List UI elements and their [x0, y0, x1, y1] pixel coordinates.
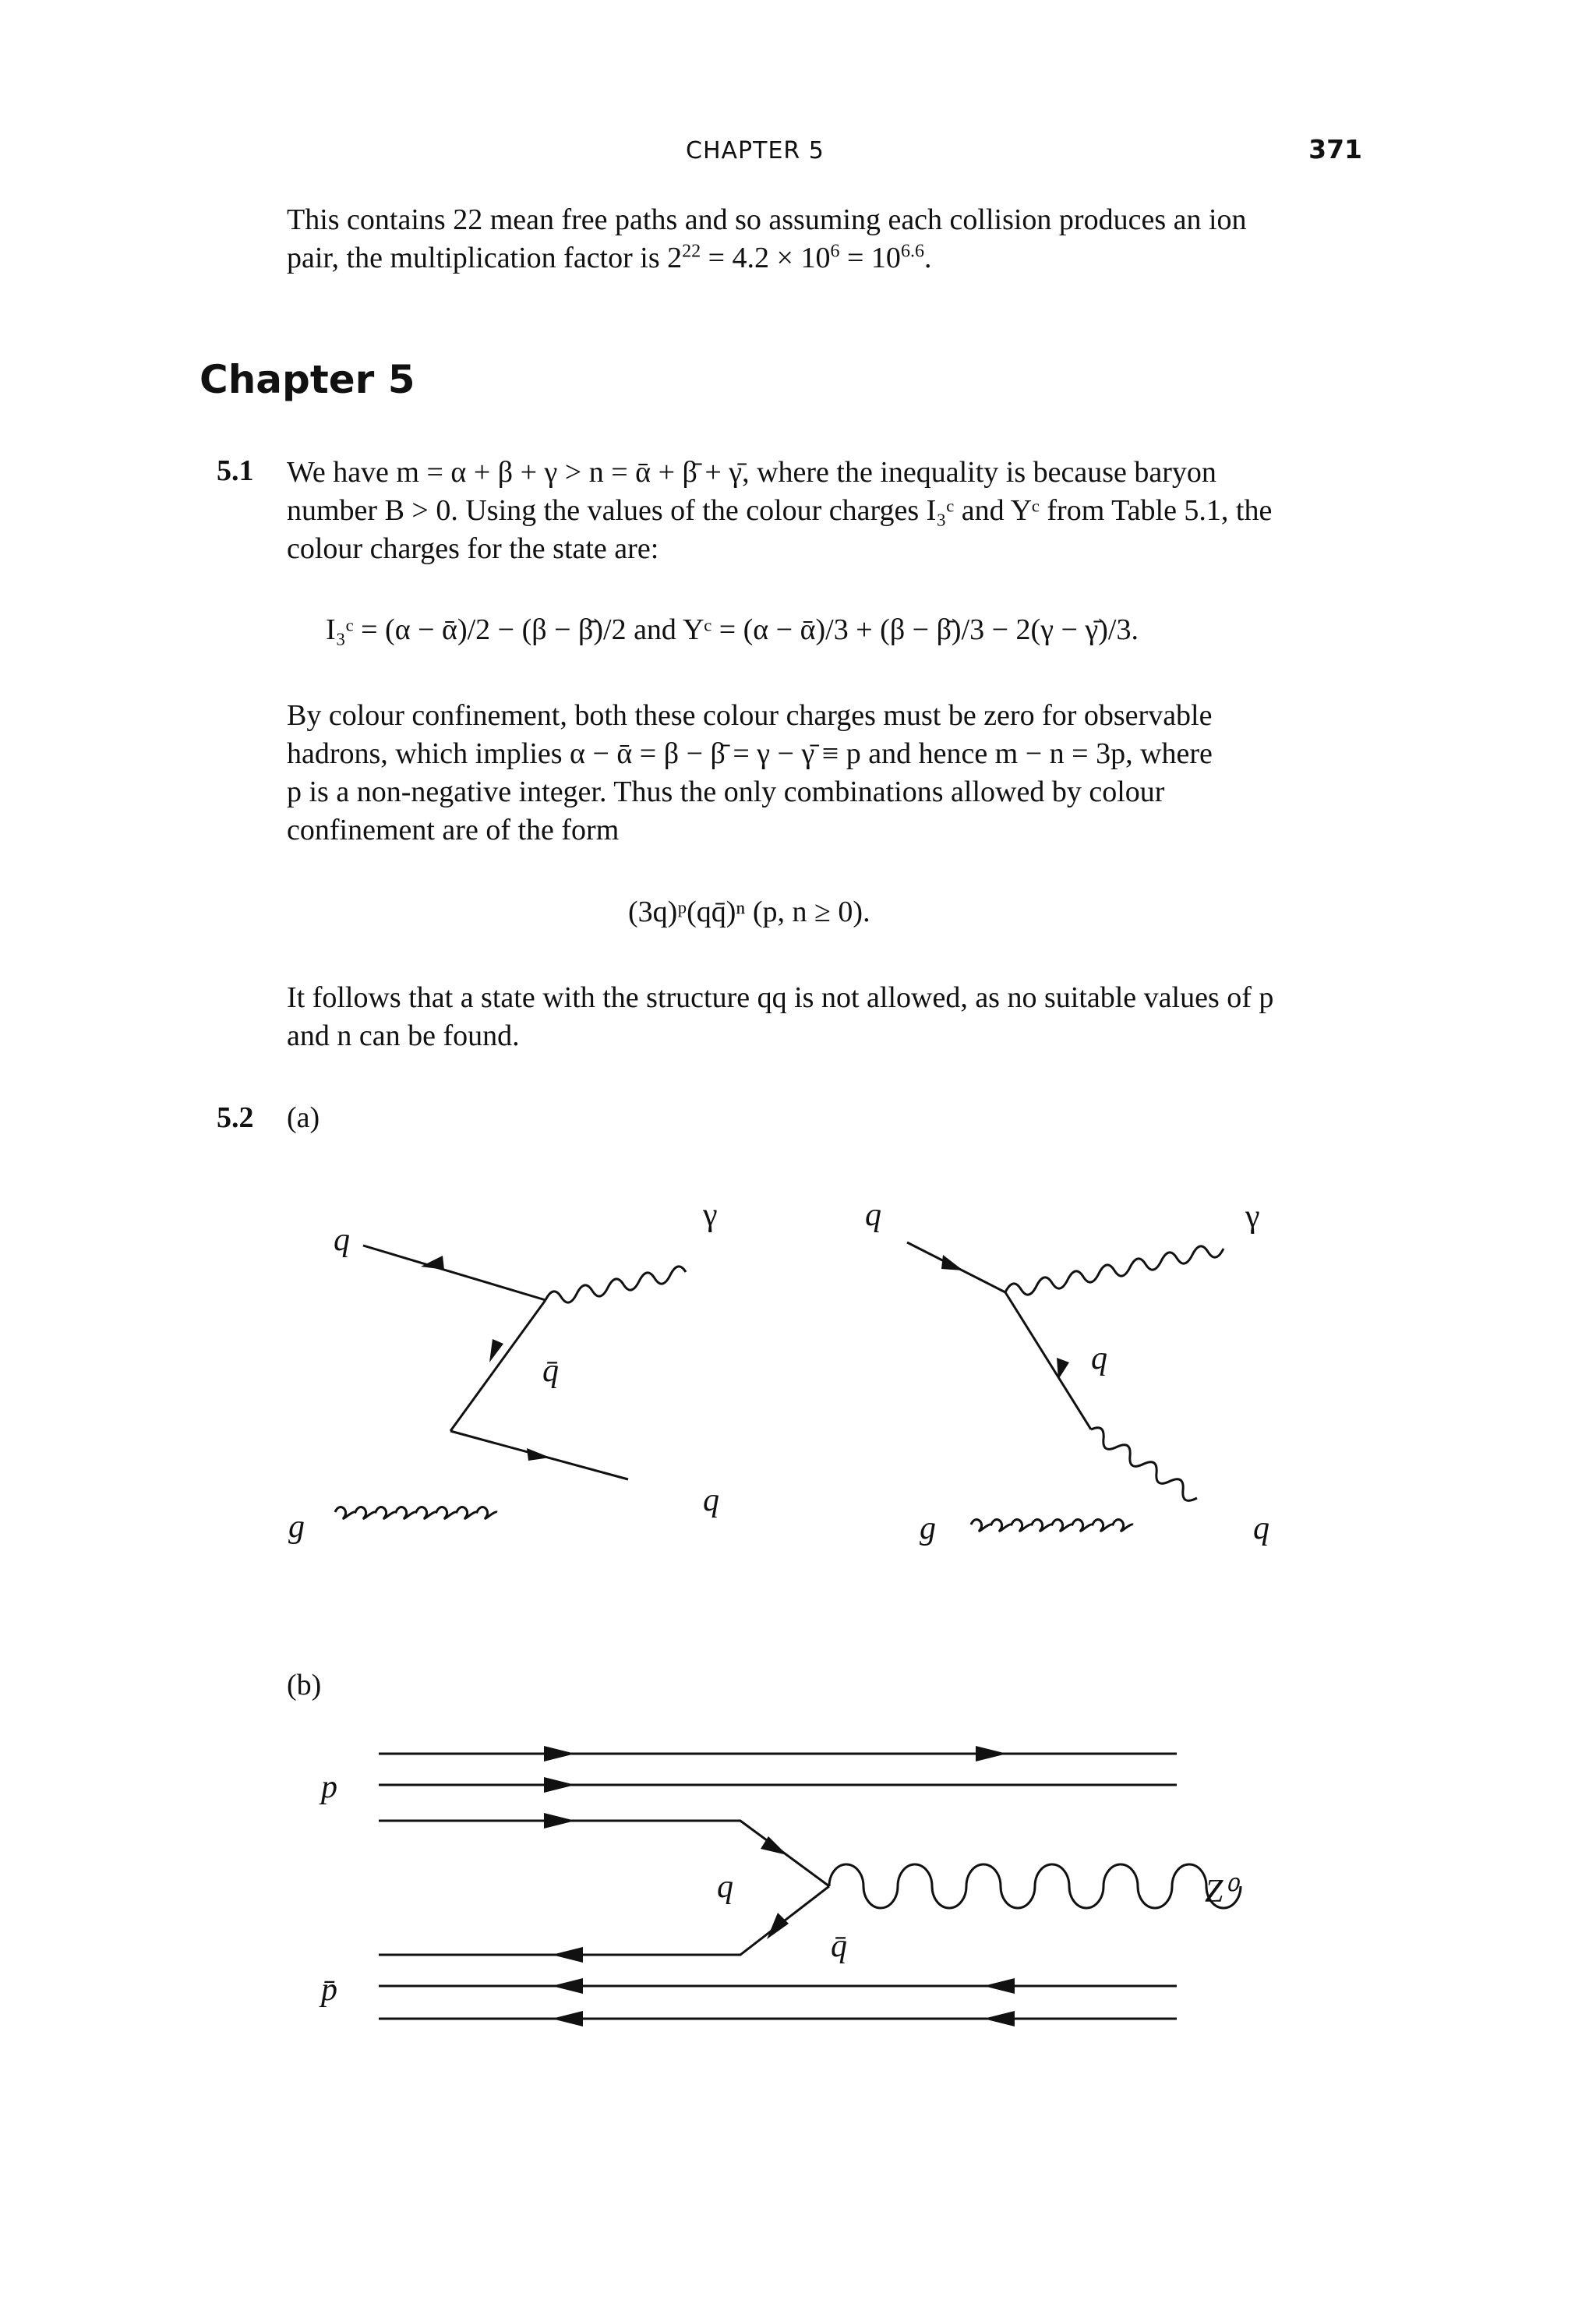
arrow-head	[941, 1255, 963, 1270]
quark-line	[379, 1821, 829, 1886]
label-a-right-q-mid: q	[1091, 1341, 1107, 1376]
label-a-right-q-out: q	[1253, 1511, 1269, 1546]
part-b-label: (b)	[287, 1669, 322, 1701]
label-a-left-qbar: q̄	[542, 1353, 559, 1389]
equation-allowed-combinations: (3q)ᵖ(qq̄)ⁿ (p, n ≥ 0).	[628, 896, 870, 928]
equation-colour-charges: I₃ᶜ = (α − ᾱ)/2 − (β − β̄)/2 and Yᶜ = (α − ᾱ)/3 + (β − β̄)/3 − 2(γ − γ̄)/3.	[326, 613, 1139, 646]
label-a-right-g: g	[920, 1511, 936, 1546]
diagram-a-left	[335, 1246, 686, 1518]
diagram-b-arrows	[544, 1746, 1015, 2026]
gluon-line	[971, 1520, 1133, 1532]
gluon-line	[335, 1507, 497, 1519]
part-a-label: (a)	[287, 1101, 320, 1134]
label-b-qbar: q̄	[831, 1928, 847, 1964]
p1-line-1: We have m = α + β + γ > n = ᾱ + β̄ + γ̄, where the inequality is because baryon	[287, 456, 1216, 489]
p1-line-3: colour charges for the state are:	[287, 532, 659, 565]
intro-line-1: This contains 22 mean free paths and so assuming each collision produces an ion	[287, 203, 1247, 236]
photon-line	[546, 1267, 686, 1302]
label-a-left-q-out: q	[703, 1482, 719, 1518]
label-b-q: q	[717, 1869, 733, 1905]
label-b-z-boson: Z⁰	[1205, 1874, 1237, 1910]
intro-line-2: pair, the multiplication factor is $2^{22} = 4.2 \times 10^6 = 10^{6.6}$.	[287, 241, 932, 274]
antiquark-propagator	[450, 1300, 546, 1431]
diagram-b	[379, 1754, 1241, 2019]
label-a-left-q-in: q	[334, 1222, 350, 1258]
p1-line-2: number B > 0. Using the values of the colour charges I₃ᶜ and Yᶜ from Table 5.1, the	[287, 494, 1273, 527]
p3-line-2: and n can be found.	[287, 1019, 520, 1052]
arrow-head	[527, 1448, 550, 1461]
arrow-head	[489, 1339, 503, 1362]
label-a-left-gamma: γ	[703, 1197, 718, 1233]
p2-line-1: By colour confinement, both these colour charges must be zero for observable	[287, 699, 1213, 732]
label-b-p: p	[321, 1769, 337, 1805]
page-number: 371	[1308, 134, 1362, 164]
z-boson-line	[829, 1864, 1241, 1908]
p2-line-3: p is a non-negative integer. Thus the only combinations allowed by colour	[287, 776, 1165, 808]
photon-line	[1005, 1246, 1223, 1295]
label-a-right-q-in: q	[865, 1197, 881, 1233]
quark-propagator	[1005, 1292, 1091, 1429]
problem-number-5-1: 5.1	[217, 454, 254, 487]
problem-number-5-2: 5.2	[217, 1101, 254, 1134]
diagram-a-right	[907, 1242, 1223, 1531]
p2-line-4: confinement are of the form	[287, 814, 620, 846]
label-a-left-g: g	[288, 1509, 305, 1545]
antiquark-line	[379, 1886, 829, 1955]
p2-line-2: hadrons, which implies α − ᾱ = β − β̄ = γ − γ̄ ≡ p and hence m − n = 3p, where	[287, 737, 1213, 770]
label-b-pbar: p̄	[321, 1972, 337, 2008]
arrow-head	[1057, 1358, 1069, 1380]
quark-wavy-out	[1091, 1428, 1197, 1501]
p3-line-1: It follows that a state with the structure qq is not allowed, as no suitable values of p	[287, 981, 1274, 1014]
label-a-right-gamma: γ	[1245, 1199, 1260, 1235]
quark-line-in	[363, 1246, 546, 1300]
running-head-chapter: CHAPTER 5	[686, 137, 824, 164]
section-heading: Chapter 5	[200, 357, 415, 402]
